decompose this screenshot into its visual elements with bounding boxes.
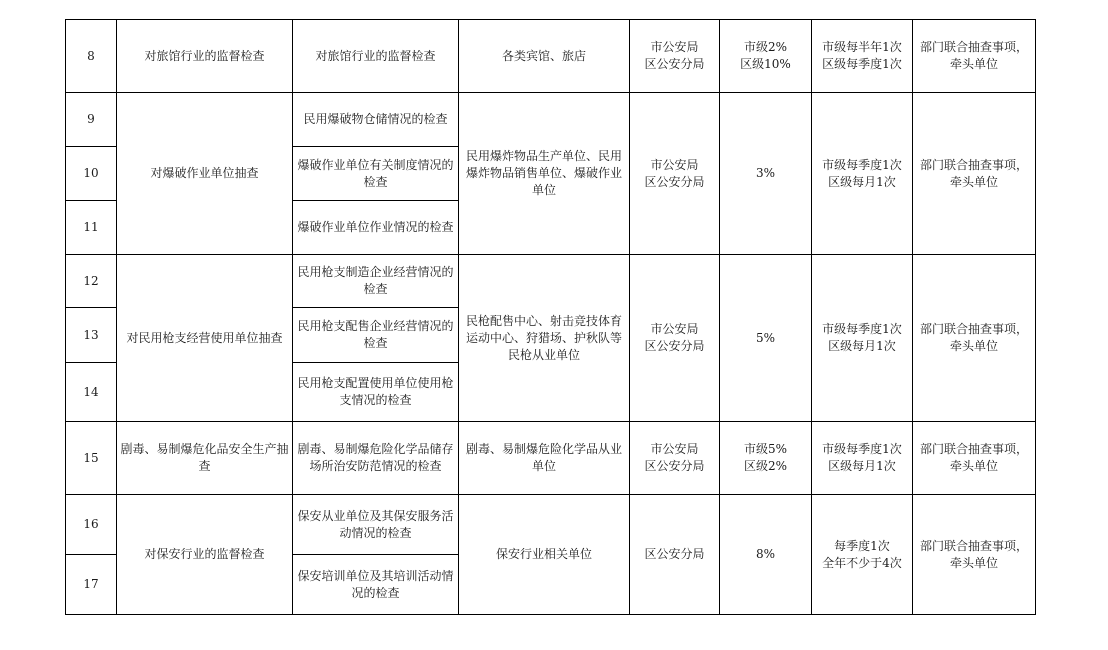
agency: 区公安分局	[630, 495, 720, 615]
inspection-item: 对爆破作业单位抽查	[117, 93, 293, 255]
row-number: 13	[66, 308, 117, 363]
row-number: 12	[66, 255, 117, 308]
ratio: 5%	[720, 255, 812, 422]
frequency: 市级每季度1次 区级每月1次	[812, 255, 913, 422]
agency: 市公安局 区公安分局	[630, 422, 720, 495]
inspection-content: 保安从业单位及其保安服务活动情况的检查	[293, 495, 459, 555]
agency: 市公安局 区公安分局	[630, 255, 720, 422]
row-number: 17	[66, 555, 117, 615]
inspection-target: 各类宾馆、旅店	[459, 20, 630, 93]
inspection-item: 剧毒、易制爆危化品安全生产抽查	[117, 422, 293, 495]
inspection-item: 对旅馆行业的监督检查	[117, 20, 293, 93]
frequency: 市级每半年1次 区级每季度1次	[812, 20, 913, 93]
inspection-content: 保安培训单位及其培训活动情况的检查	[293, 555, 459, 615]
remark: 部门联合抽查事项， 牵头单位	[913, 422, 1036, 495]
inspection-item: 对保安行业的监督检查	[117, 495, 293, 615]
inspection-content: 对旅馆行业的监督检查	[293, 20, 459, 93]
inspection-content: 爆破作业单位作业情况的检查	[293, 201, 459, 255]
row-number: 11	[66, 201, 117, 255]
inspection-item: 对民用枪支经营使用单位抽查	[117, 255, 293, 422]
inspection-target: 剧毒、易制爆危险化学品从业单位	[459, 422, 630, 495]
inspection-content: 民用枪支配售企业经营情况的检查	[293, 308, 459, 363]
remark: 部门联合抽查事项， 牵头单位	[913, 255, 1036, 422]
row-number: 16	[66, 495, 117, 555]
ratio: 3%	[720, 93, 812, 255]
remark: 部门联合抽查事项， 牵头单位	[913, 495, 1036, 615]
inspection-target: 民用爆炸物品生产单位、民用爆炸物品销售单位、爆破作业单位	[459, 93, 630, 255]
inspection-target: 保安行业相关单位	[459, 495, 630, 615]
frequency: 每季度1次 全年不少于4次	[812, 495, 913, 615]
inspection-table	[65, 19, 1036, 615]
row-number: 9	[66, 93, 117, 147]
row-number: 15	[66, 422, 117, 495]
inspection-content: 民用爆破物仓储情况的检查	[293, 93, 459, 147]
frequency: 市级每季度1次 区级每月1次	[812, 93, 913, 255]
table-row	[66, 20, 1036, 93]
table-row	[66, 93, 1036, 147]
remark: 部门联合抽查事项， 牵头单位	[913, 93, 1036, 255]
table-row	[66, 495, 1036, 555]
row-number: 8	[66, 20, 117, 93]
inspection-content: 爆破作业单位有关制度情况的检查	[293, 147, 459, 201]
frequency: 市级每季度1次 区级每月1次	[812, 422, 913, 495]
row-number: 10	[66, 147, 117, 201]
ratio: 市级2% 区级10%	[720, 20, 812, 93]
agency: 市公安局 区公安分局	[630, 93, 720, 255]
remark: 部门联合抽查事项， 牵头单位	[913, 20, 1036, 93]
table-row	[66, 255, 1036, 308]
ratio: 8%	[720, 495, 812, 615]
ratio: 市级5% 区级2%	[720, 422, 812, 495]
inspection-target: 民枪配售中心、射击竞技体育运动中心、狩猎场、护秋队等民枪从业单位	[459, 255, 630, 422]
row-number: 14	[66, 363, 117, 422]
inspection-content: 民用枪支制造企业经营情况的检查	[293, 255, 459, 308]
inspection-content: 民用枪支配置使用单位使用枪支情况的检查	[293, 363, 459, 422]
table-row	[66, 422, 1036, 495]
inspection-content: 剧毒、易制爆危险化学品储存场所治安防范情况的检查	[293, 422, 459, 495]
agency: 市公安局 区公安分局	[630, 20, 720, 93]
